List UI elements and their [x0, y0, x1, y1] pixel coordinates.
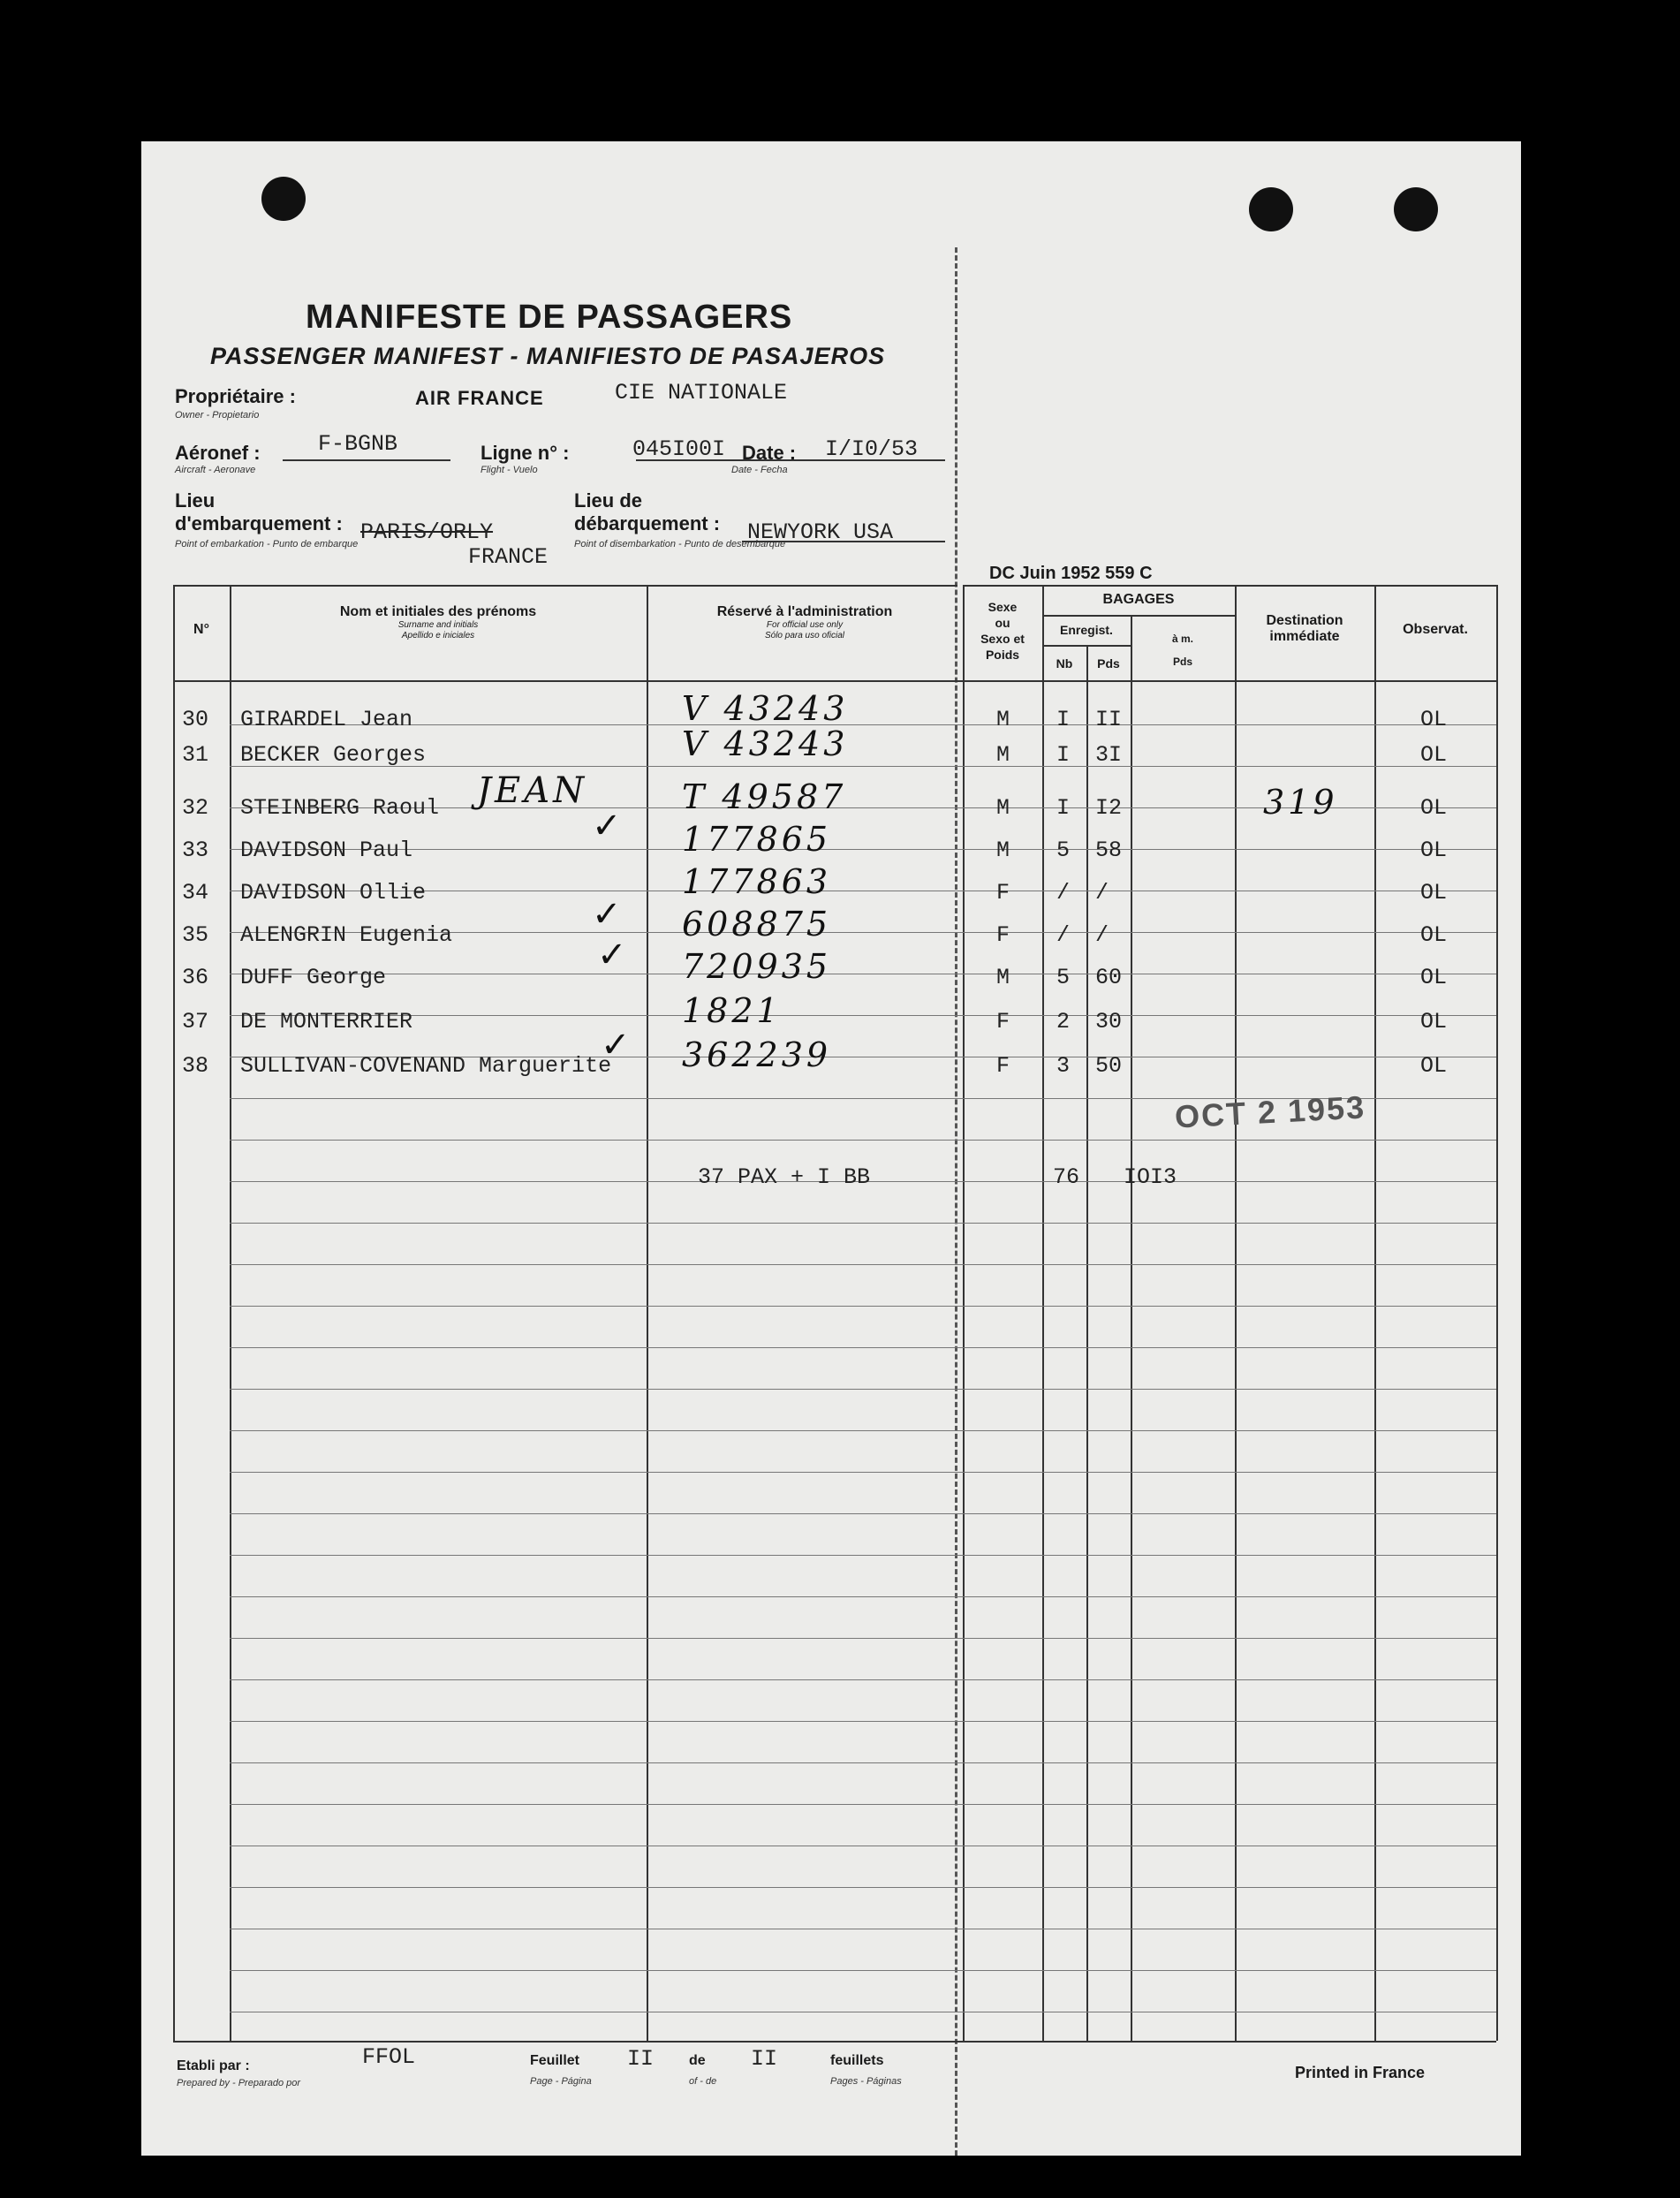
row-name: ALENGRIN Eugenia	[240, 922, 453, 948]
flight-label: Ligne n° :	[481, 442, 570, 464]
row-sex: M	[996, 742, 1010, 768]
col-header-sex-4: Poids	[985, 648, 1020, 662]
col-header-destination-2: immédiate	[1269, 629, 1340, 644]
row-observation: OL	[1420, 880, 1448, 906]
fold-line	[955, 247, 957, 2156]
row-admin-number: 362239	[682, 1035, 832, 1074]
row-admin-number: 608875	[682, 905, 832, 944]
col-header-name-sub1: Surname and initials	[397, 620, 479, 630]
row-baggage-nb: I	[1056, 742, 1071, 768]
col-header-baggage: BAGAGES	[1102, 592, 1175, 607]
row-number: 38	[182, 1053, 209, 1079]
check-mark-icon: ✓	[601, 1026, 631, 1065]
row-number: 32	[182, 795, 209, 821]
row-sex: F	[996, 922, 1010, 948]
manifest-sheet	[141, 141, 1521, 2156]
ruled-line	[230, 724, 1496, 725]
punch-hole-left	[261, 177, 306, 221]
sheet-sub: Page - Página	[530, 2076, 592, 2087]
ruled-line	[230, 1223, 1496, 1224]
owner-printed: AIR FRANCE	[415, 387, 544, 409]
col-header-pds: Pds	[1097, 656, 1120, 671]
check-mark-icon: ✓	[592, 807, 622, 845]
date-value: I/I0/53	[825, 436, 919, 462]
row-observation: OL	[1420, 707, 1448, 732]
row-baggage-pds: 3I	[1095, 742, 1123, 768]
manifest-title: MANIFESTE DE PASSAGERS	[306, 299, 793, 336]
col-line-9	[1374, 585, 1376, 2041]
row-sex: F	[996, 880, 1010, 906]
owner-typed: CIE NATIONALE	[615, 380, 788, 405]
sheets-label: feuillets	[830, 2053, 884, 2068]
row-baggage-nb: 3	[1056, 1053, 1071, 1079]
col-header-name	[230, 604, 647, 641]
row-baggage-pds: I2	[1095, 795, 1123, 821]
row-sex: M	[996, 838, 1010, 863]
manifest-subtitle: PASSENGER MANIFEST - MANIFIESTO DE PASAJEROS	[210, 343, 886, 369]
flight-value: 045I00I	[632, 436, 726, 462]
col-line-7	[1131, 615, 1132, 2041]
form-code: DC Juin 1952 559 C	[989, 564, 1153, 583]
row-name: STEINBERG Raoul	[240, 795, 440, 821]
col-line-8	[1235, 585, 1237, 2041]
row-number: 30	[182, 707, 209, 732]
col-header-admin	[647, 604, 963, 641]
disembark-label-1: Lieu de	[574, 489, 643, 512]
ruled-line	[230, 1679, 1496, 1680]
col-header-observations: Observat.	[1403, 622, 1468, 637]
row-sex: M	[996, 707, 1010, 732]
row-baggage-pds: 60	[1095, 965, 1123, 990]
col-header-hand-label: à m.	[1171, 633, 1193, 645]
total-pax: 37 PAX + I BB	[698, 1164, 871, 1190]
col-header-destination	[1235, 613, 1374, 645]
row-baggage-pds: /	[1095, 922, 1109, 948]
ruled-line	[230, 1638, 1496, 1639]
ruled-line	[230, 1472, 1496, 1473]
sheets-sub: Pages - Páginas	[830, 2076, 902, 2087]
disembark-value: NEWYORK USA	[747, 519, 894, 545]
col-line-1	[173, 585, 175, 2041]
ruled-line	[230, 1347, 1496, 1348]
row-name: DAVIDSON Paul	[240, 838, 413, 863]
row-name: BECKER Georges	[240, 742, 427, 768]
aircraft-sub: Aircraft - Aeronave	[175, 465, 256, 475]
owner-sub: Owner - Propietario	[175, 410, 260, 421]
col-line-5	[1042, 585, 1044, 2041]
row-number: 31	[182, 742, 209, 768]
row-observation: OL	[1420, 742, 1448, 768]
row-admin-number: V 43243	[682, 724, 849, 763]
col-header-sex-2: ou	[995, 616, 1010, 630]
row-observation: OL	[1420, 922, 1448, 948]
punch-hole-right-1	[1249, 187, 1293, 231]
ruled-line	[230, 849, 1496, 850]
disembark-sub: Point of disembarkation - Punto de desembarque	[574, 539, 786, 550]
row-name: DUFF George	[240, 965, 387, 990]
row-baggage-nb: I	[1056, 707, 1071, 732]
col-header-name-sub2: Apellido e iniciales	[401, 631, 475, 640]
col-header-destination-1: Destination	[1266, 613, 1343, 628]
row-baggage-nb: 2	[1056, 1009, 1071, 1035]
date-stamp: OCT 2 1953	[1174, 1088, 1367, 1135]
row-admin-number: 177863	[682, 862, 832, 901]
row-admin-number: 1821	[682, 991, 782, 1030]
row-number: 34	[182, 880, 209, 906]
col-header-no: N°	[193, 622, 209, 637]
owner-label: Propriétaire :	[175, 385, 296, 407]
row-name: SULLIVAN-COVENAND Marguerite	[240, 1053, 612, 1079]
col-header-nb: Nb	[1056, 656, 1073, 671]
row-sex: F	[996, 1053, 1010, 1079]
row-baggage-nb: /	[1056, 880, 1071, 906]
row-number: 33	[182, 838, 209, 863]
row-baggage-nb: 5	[1056, 838, 1071, 863]
aircraft-label: Aéronef :	[175, 442, 261, 464]
sheet-label: Feuillet	[530, 2053, 580, 2068]
row-name: GIRARDEL Jean	[240, 707, 413, 732]
ruled-line	[230, 1887, 1496, 1888]
row-admin-number: V 43243	[682, 689, 849, 728]
row-sex: M	[996, 795, 1010, 821]
prepared-value: FFOL	[362, 2044, 416, 2070]
aircraft-value: F-BGNB	[318, 431, 398, 457]
col-line-2	[230, 585, 231, 2041]
ruled-line	[230, 1513, 1496, 1514]
col-header-name-label: Nom et initiales des prénoms	[339, 604, 537, 619]
embark-value-2: FRANCE	[468, 544, 549, 570]
col-header-admin-sub2: Sólo para uso oficial	[764, 631, 845, 640]
ruled-line	[230, 1306, 1496, 1307]
row-observation: OL	[1420, 965, 1448, 990]
ruled-line	[230, 1970, 1496, 1971]
handwritten-jean: JEAN	[477, 770, 588, 811]
ruled-line	[230, 1430, 1496, 1431]
row-name: DAVIDSON Ollie	[240, 880, 427, 906]
row-admin-number: T 49587	[682, 777, 847, 816]
total-baggage-pds: IOI3	[1124, 1164, 1177, 1190]
col-line-3	[647, 585, 648, 2041]
embark-label-1: Lieu	[175, 489, 216, 512]
row-destination: 319	[1263, 783, 1338, 822]
date-label: Date :	[742, 442, 797, 464]
ruled-line	[230, 1596, 1496, 1597]
printed-in-france: Printed in France	[1295, 2064, 1426, 2081]
row-baggage-pds: /	[1095, 880, 1109, 906]
date-sub: Date - Fecha	[731, 465, 788, 475]
embark-sub: Point of embarkation - Punto de embarque	[175, 539, 359, 550]
row-baggage-nb: 5	[1056, 965, 1071, 990]
row-baggage-nb: I	[1056, 795, 1071, 821]
col-header-hand-pds: Pds	[1172, 656, 1192, 668]
row-observation: OL	[1420, 795, 1448, 821]
col-header-sex	[963, 599, 1042, 663]
row-sex: M	[996, 965, 1010, 990]
prepared-label: Etabli par :	[177, 2058, 250, 2073]
sheet-value: II	[627, 2046, 655, 2072]
col-header-sex-3: Sexo et	[980, 632, 1025, 646]
col-line-6	[1086, 645, 1088, 2041]
row-observation: OL	[1420, 1053, 1448, 1079]
embark-label-2: d'embarquement :	[175, 512, 343, 534]
ruled-line	[230, 1555, 1496, 1556]
punch-hole-right-2	[1394, 187, 1438, 231]
row-observation: OL	[1420, 1009, 1448, 1035]
ruled-line	[230, 1140, 1496, 1141]
disembark-label-2: débarquement :	[574, 512, 721, 534]
check-mark-icon: ✓	[592, 895, 622, 934]
row-number: 35	[182, 922, 209, 948]
col-header-admin-sub1: For official use only	[766, 620, 844, 630]
row-baggage-nb: /	[1056, 922, 1071, 948]
col-header-hand	[1131, 631, 1235, 670]
row-admin-number: 177865	[682, 820, 832, 859]
row-sex: F	[996, 1009, 1010, 1035]
ruled-line	[230, 1721, 1496, 1722]
of-value: II	[751, 2046, 778, 2072]
row-baggage-pds: 50	[1095, 1053, 1123, 1079]
check-mark-icon: ✓	[597, 936, 627, 974]
row-number: 37	[182, 1009, 209, 1035]
row-admin-number: 720935	[682, 947, 832, 986]
baggage-divider	[1042, 615, 1235, 617]
flight-sub: Flight - Vuelo	[481, 465, 538, 475]
of-label: de	[689, 2053, 706, 2068]
prepared-sub: Prepared by - Preparado por	[177, 2078, 301, 2088]
ruled-line	[230, 1015, 1496, 1016]
ruled-line	[230, 1762, 1496, 1763]
col-line-4	[963, 585, 965, 2041]
col-header-admin-label: Réservé à l'administration	[716, 604, 893, 619]
row-number: 36	[182, 965, 209, 990]
table-bottom	[173, 2041, 1496, 2043]
row-observation: OL	[1420, 838, 1448, 863]
row-baggage-pds: 58	[1095, 838, 1123, 863]
row-baggage-pds: II	[1095, 707, 1123, 732]
col-line-10	[1496, 585, 1498, 2041]
ruled-line	[230, 1264, 1496, 1265]
of-sub: of - de	[689, 2076, 717, 2087]
embark-value: PARIS/ORLY	[360, 519, 494, 545]
row-baggage-pds: 30	[1095, 1009, 1123, 1035]
ruled-line	[230, 1804, 1496, 1805]
header-bottom	[173, 680, 1496, 682]
total-baggage-nb: 76	[1053, 1164, 1080, 1190]
table-top-left	[173, 585, 957, 587]
col-header-sex-1: Sexe	[988, 600, 1018, 614]
col-header-registered: Enregist.	[1060, 623, 1113, 637]
ruled-line	[230, 1389, 1496, 1390]
row-name: DE MONTERRIER	[240, 1009, 413, 1035]
